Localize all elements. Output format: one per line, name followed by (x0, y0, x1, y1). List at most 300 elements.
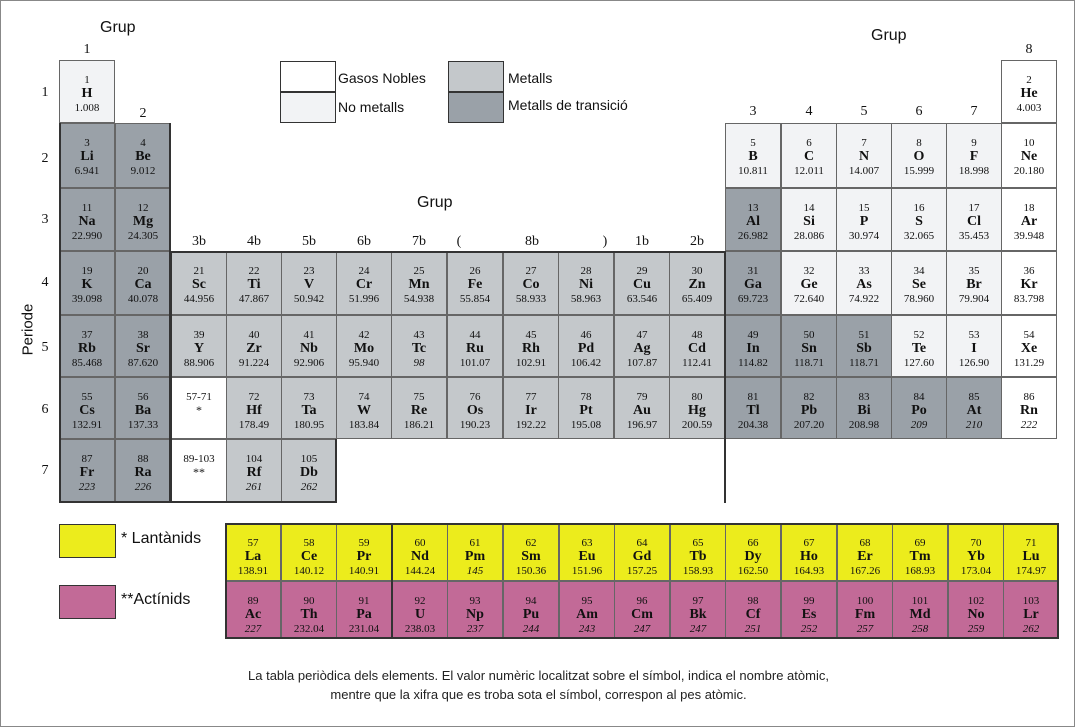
atomic-number: 53 (968, 329, 980, 341)
atomic-number: 7 (861, 137, 867, 149)
actinids-label: **Actínids (121, 591, 191, 608)
element-symbol: Rh (522, 341, 540, 356)
atomic-weight: 222 (1020, 419, 1038, 431)
element-symbol: Ti (247, 277, 261, 292)
element-symbol: Ar (1020, 214, 1038, 229)
group-number-3b: 3b (192, 234, 206, 249)
periode-axis-label: Periode (19, 303, 37, 356)
atomic-weight: 200.59 (681, 419, 713, 431)
atomic-weight: 252 (800, 623, 818, 635)
atomic-weight: 237 (466, 623, 484, 635)
element-cell-Te (891, 315, 947, 377)
atomic-number: 93 (469, 595, 481, 607)
element-symbol: No (967, 607, 985, 622)
element-cell-Ge (781, 251, 837, 315)
group-number-6: 6 (915, 104, 923, 119)
atomic-number: 6 (806, 137, 812, 149)
atomic-number: 47 (636, 329, 648, 341)
element-symbol: Ir (525, 403, 537, 418)
atomic-weight: 196.97 (626, 419, 658, 431)
legend-label-metalls: Metalls (508, 70, 553, 86)
atomic-number: 5 (750, 137, 756, 149)
atomic-number: 46 (580, 329, 592, 341)
element-symbol: Md (909, 607, 931, 622)
atomic-weight: 232.04 (293, 623, 325, 635)
atomic-weight: 132.91 (71, 419, 103, 431)
element-symbol: Pa (356, 607, 372, 622)
element-symbol: F (969, 149, 979, 164)
legend-swatch-no-metalls (280, 92, 336, 123)
atomic-number: 103 (1022, 595, 1040, 607)
element-symbol: Rf (246, 465, 262, 480)
element-symbol: La (244, 549, 262, 564)
caption-line-2: mentre que la xifra que es troba sota el símbol, correspon al pes atòmic. (330, 687, 747, 702)
atomic-number: 43 (413, 329, 425, 341)
atomic-number: 18 (1023, 202, 1035, 214)
atomic-number: 89-103 (183, 453, 215, 465)
atomic-number: 13 (747, 202, 759, 214)
atomic-weight: 50.942 (293, 293, 325, 305)
group-number-2: 2 (139, 106, 147, 121)
group-number-4b: 4b (247, 234, 261, 249)
atomic-weight: 58.933 (515, 293, 547, 305)
element-cell-B (725, 123, 781, 188)
element-cell-F (946, 123, 1002, 188)
atomic-weight: 257 (856, 623, 874, 635)
atomic-number: 105 (300, 453, 318, 465)
atomic-weight: 91.224 (238, 357, 270, 369)
atomic-weight: 226 (134, 481, 152, 493)
atomic-number: 80 (691, 391, 703, 403)
element-symbol: Th (300, 607, 318, 622)
atomic-weight: 83.798 (1013, 293, 1045, 305)
atomic-number: 63 (581, 537, 593, 549)
atomic-weight: 10.811 (738, 165, 768, 177)
atomic-number: 62 (525, 537, 537, 549)
group-8b-open-paren: ( (456, 234, 462, 249)
element-cell-Al (725, 188, 781, 251)
element-cell-Bi (836, 377, 892, 439)
element-cell-In (725, 315, 781, 377)
element-symbol: Lr (1023, 607, 1039, 622)
atomic-weight: 145 (466, 565, 484, 577)
element-symbol: Tb (689, 549, 707, 564)
element-symbol: Po (911, 403, 927, 418)
atomic-number: 4 (140, 137, 146, 149)
caption-line-1: La tabla periòdica dels elements. El valor numèric localitzat sobre el símbol, indica el nombre atòmic, (248, 668, 829, 683)
element-symbol: Np (466, 607, 484, 622)
atomic-number: 52 (913, 329, 925, 341)
element-symbol: Gd (632, 549, 652, 564)
atomic-number: 85 (968, 391, 980, 403)
atomic-weight: 262 (300, 481, 318, 493)
atomic-weight: 164.93 (793, 565, 825, 577)
atomic-number: 25 (413, 265, 425, 277)
atomic-number: 56 (137, 391, 149, 403)
atomic-number: 39 (193, 329, 205, 341)
atomic-number: 45 (525, 329, 537, 341)
element-symbol: Pb (800, 403, 818, 418)
atomic-weight: 39.098 (71, 293, 103, 305)
element-cell-Ga (725, 251, 781, 315)
element-symbol: Fm (854, 607, 876, 622)
atomic-number: 57 (247, 537, 259, 549)
atomic-weight: 118.71 (794, 357, 824, 369)
period-number-7: 7 (41, 463, 49, 478)
atomic-number: 83 (858, 391, 870, 403)
element-symbol: Cf (745, 607, 761, 622)
group-number-7: 7 (970, 104, 978, 119)
atomic-number: 44 (469, 329, 481, 341)
element-cell-Se (891, 251, 947, 315)
element-symbol: Sn (801, 341, 817, 356)
element-symbol: Ne (1020, 149, 1038, 164)
period-number-5: 5 (41, 340, 49, 355)
atomic-number: 84 (913, 391, 925, 403)
atomic-weight: 58.963 (570, 293, 602, 305)
period-number-6: 6 (41, 402, 49, 417)
atomic-weight: 78.960 (903, 293, 935, 305)
element-symbol: Ru (466, 341, 484, 356)
atomic-weight: 51.996 (348, 293, 380, 305)
element-symbol: At (966, 403, 982, 418)
element-cell-Sb (836, 315, 892, 377)
atomic-weight: 247 (689, 623, 707, 635)
element-symbol: Tc (411, 341, 427, 356)
atomic-weight: 243 (578, 623, 596, 635)
atomic-number: 17 (968, 202, 980, 214)
atomic-number: 11 (81, 202, 93, 214)
atomic-number: 28 (580, 265, 592, 277)
atomic-number: 74 (358, 391, 370, 403)
element-symbol: Pm (464, 549, 486, 564)
element-symbol: B (748, 149, 758, 164)
atomic-weight: 72.640 (793, 293, 825, 305)
element-symbol: He (1020, 86, 1038, 101)
atomic-number: 8 (916, 137, 922, 149)
element-symbol: C (803, 149, 815, 164)
atomic-weight: 209 (910, 419, 928, 431)
legend-swatch-gasos-nobles (280, 61, 336, 92)
atomic-number: 104 (245, 453, 263, 465)
element-symbol: ** (193, 465, 205, 479)
atomic-weight: 101.07 (459, 357, 491, 369)
element-symbol: Pt (579, 403, 593, 418)
atomic-weight: 79.904 (958, 293, 990, 305)
legend-label-no-metalls: No metalls (338, 99, 405, 115)
element-symbol: Dy (744, 549, 762, 564)
element-cell-C (781, 123, 837, 188)
element-symbol: Ag (633, 341, 651, 356)
element-symbol: Ta (301, 403, 317, 418)
group-number-5: 5 (860, 104, 868, 119)
element-symbol: K (81, 277, 93, 292)
element-symbol: I (971, 341, 977, 356)
element-symbol: Ca (134, 277, 152, 292)
group-number-1: 1 (83, 42, 91, 57)
element-symbol: Be (135, 149, 151, 164)
group-number-3: 3 (749, 104, 757, 119)
element-symbol: Li (80, 149, 94, 164)
atomic-number: 34 (913, 265, 925, 277)
atomic-number: 59 (358, 537, 370, 549)
element-symbol: Cd (688, 341, 706, 356)
element-symbol: Ni (579, 277, 593, 292)
group-number-4: 4 (805, 104, 813, 119)
element-symbol: Er (857, 549, 873, 564)
atomic-number: 81 (747, 391, 759, 403)
element-symbol: As (856, 277, 872, 292)
element-cell-O (891, 123, 947, 188)
element-cell-P (836, 188, 892, 251)
group-number-8: 8 (1025, 42, 1033, 57)
atomic-weight: 22.990 (71, 230, 103, 242)
atomic-number: 41 (303, 329, 315, 341)
atomic-number: 66 (747, 537, 759, 549)
element-symbol: Sc (192, 277, 206, 292)
atomic-weight: 35.453 (958, 230, 990, 242)
grup-label-left: Grup (100, 19, 136, 36)
element-cell-At (946, 377, 1002, 439)
element-symbol: Mo (353, 341, 375, 356)
atomic-weight: 259 (967, 623, 985, 635)
atomic-number: 16 (913, 202, 925, 214)
element-symbol: Re (410, 403, 428, 418)
element-symbol: Ho (800, 549, 818, 564)
element-symbol: Fe (467, 277, 483, 292)
group-number-5b: 5b (302, 234, 316, 249)
f-block-divider (391, 523, 393, 639)
atomic-number: 99 (803, 595, 815, 607)
atomic-number: 60 (414, 537, 426, 549)
period-number-2: 2 (41, 151, 49, 166)
atomic-number: 26 (469, 265, 481, 277)
atomic-number: 32 (803, 265, 815, 277)
atomic-weight: 95.940 (348, 357, 380, 369)
element-symbol: H (81, 86, 93, 101)
atomic-number: 48 (691, 329, 703, 341)
element-symbol: Zn (688, 277, 706, 292)
atomic-weight: 186.21 (403, 419, 435, 431)
atomic-number: 75 (413, 391, 425, 403)
element-symbol: Ge (800, 277, 818, 292)
element-symbol: Br (966, 277, 982, 292)
element-symbol: Yb (967, 549, 985, 564)
atomic-weight: 174.97 (1015, 565, 1047, 577)
atomic-weight: 140.12 (293, 565, 325, 577)
element-symbol: Xe (1020, 341, 1038, 356)
atomic-weight: 210 (965, 419, 983, 431)
element-symbol: Na (78, 214, 96, 229)
atomic-number: 35 (968, 265, 980, 277)
element-symbol: Lu (1022, 549, 1040, 564)
atomic-number: 55 (81, 391, 93, 403)
element-symbol: Fr (79, 465, 95, 480)
atomic-number: 24 (358, 265, 370, 277)
element-symbol: U (414, 607, 426, 622)
atomic-number: 78 (580, 391, 592, 403)
element-symbol: Tl (746, 403, 760, 418)
atomic-weight: 74.922 (848, 293, 880, 305)
atomic-weight: 87.620 (127, 357, 159, 369)
element-symbol: Te (911, 341, 927, 356)
element-symbol: Ba (134, 403, 152, 418)
atomic-number: 102 (967, 595, 985, 607)
element-symbol: P (859, 214, 869, 229)
atomic-number: 14 (803, 202, 815, 214)
legend-label-gasos-nobles: Gasos Nobles (338, 70, 426, 86)
atomic-number: 92 (414, 595, 426, 607)
atomic-weight: 140.91 (348, 565, 380, 577)
period-number-4: 4 (41, 275, 49, 290)
group-number-1b: 1b (635, 234, 649, 249)
atomic-weight: 92.906 (293, 357, 325, 369)
element-symbol: * (196, 403, 202, 417)
atomic-weight: 223 (78, 481, 96, 493)
legend-swatch-metalls-transicio (448, 92, 504, 123)
atomic-weight: 15.999 (903, 165, 935, 177)
element-symbol: Es (801, 607, 817, 622)
atomic-weight: 118.71 (849, 357, 879, 369)
element-symbol: W (357, 403, 371, 418)
atomic-number: 69 (914, 537, 926, 549)
element-symbol: O (913, 149, 925, 164)
f-block-outline (225, 523, 1059, 639)
grup-label-middle: Grup (417, 194, 453, 211)
atomic-number: 88 (137, 453, 149, 465)
atomic-weight: 157.25 (626, 565, 658, 577)
element-cell-Si (781, 188, 837, 251)
atomic-weight: 20.180 (1013, 165, 1045, 177)
element-symbol: Si (803, 214, 815, 229)
atomic-number: 31 (747, 265, 759, 277)
atomic-weight: 158.93 (682, 565, 714, 577)
atomic-number: 89 (247, 595, 259, 607)
atomic-number: 90 (303, 595, 315, 607)
element-symbol: Se (912, 277, 926, 292)
atomic-weight: 195.08 (570, 419, 602, 431)
atomic-weight: 180.95 (293, 419, 325, 431)
atomic-number: 95 (581, 595, 593, 607)
element-cell-H (59, 60, 115, 123)
element-cell-As (836, 251, 892, 315)
atomic-weight: 151.96 (571, 565, 603, 577)
atomic-number: 37 (81, 329, 93, 341)
atomic-number: 77 (525, 391, 537, 403)
atomic-weight: 208.98 (848, 419, 880, 431)
group-number-2b: 2b (690, 234, 704, 249)
element-symbol: Ga (744, 277, 762, 292)
element-symbol: V (303, 277, 315, 292)
atomic-number: 86 (1023, 391, 1035, 403)
element-cell-Rn (1001, 377, 1057, 439)
atomic-weight: 26.982 (737, 230, 769, 242)
element-symbol: Db (300, 465, 318, 480)
atomic-weight: 262 (1022, 623, 1040, 635)
element-symbol: Ac (244, 607, 262, 622)
element-cell-I (946, 315, 1002, 377)
atomic-number: 1 (84, 74, 90, 86)
atomic-weight: 39.948 (1013, 230, 1045, 242)
actinids-swatch (59, 585, 116, 619)
element-symbol: Rb (78, 341, 96, 356)
atomic-number: 68 (859, 537, 871, 549)
atomic-weight: 144.24 (404, 565, 436, 577)
element-cell-Pb (781, 377, 837, 439)
atomic-weight: 126.90 (958, 357, 990, 369)
atomic-number: 73 (303, 391, 315, 403)
atomic-number: 15 (858, 202, 870, 214)
atomic-weight: 261 (245, 481, 263, 493)
atomic-number: 100 (856, 595, 874, 607)
atomic-weight: 207.20 (793, 419, 825, 431)
element-symbol: Hg (688, 403, 706, 418)
atomic-number: 3 (84, 137, 90, 149)
atomic-weight: 63.546 (626, 293, 658, 305)
element-symbol: Rn (1020, 403, 1038, 418)
atomic-weight: 40.078 (127, 293, 159, 305)
element-symbol: Bi (857, 403, 871, 418)
atomic-number: 87 (81, 453, 93, 465)
atomic-weight: 85.468 (71, 357, 103, 369)
group-number-8b: 8b (525, 234, 539, 249)
atomic-number: 10 (1023, 137, 1035, 149)
atomic-weight: 24.305 (127, 230, 159, 242)
legend-label-metalls-transicio: Metalls de transició (508, 97, 628, 113)
atomic-number: 20 (137, 265, 149, 277)
element-symbol: Cm (631, 607, 653, 622)
atomic-weight: 1.008 (74, 102, 100, 114)
atomic-number: 70 (970, 537, 982, 549)
atomic-weight: 88.906 (183, 357, 215, 369)
atomic-number: 76 (469, 391, 481, 403)
element-symbol: Ce (300, 549, 318, 564)
atomic-number: 12 (137, 202, 149, 214)
atomic-weight: 112.41 (682, 357, 712, 369)
element-cell-Po (891, 377, 947, 439)
element-cell-He (1001, 60, 1057, 123)
atomic-number: 65 (692, 537, 704, 549)
atomic-weight: 131.29 (1013, 357, 1045, 369)
element-symbol: Al (746, 214, 760, 229)
atomic-weight: 244 (522, 623, 540, 635)
atomic-number: 42 (358, 329, 370, 341)
atomic-number: 82 (803, 391, 815, 403)
element-symbol: Hf (246, 403, 262, 418)
element-symbol: Bk (689, 607, 707, 622)
atomic-weight: 54.938 (403, 293, 435, 305)
element-symbol: Mn (408, 277, 430, 292)
atomic-number: 29 (636, 265, 648, 277)
element-symbol: Y (193, 341, 205, 356)
atomic-weight: 32.065 (903, 230, 935, 242)
atomic-weight: 28.086 (793, 230, 825, 242)
atomic-number: 64 (636, 537, 648, 549)
atomic-number: 91 (358, 595, 370, 607)
atomic-weight: 183.84 (348, 419, 380, 431)
atomic-weight: 238.03 (404, 623, 436, 635)
atomic-number: 23 (303, 265, 315, 277)
atomic-number: 94 (525, 595, 537, 607)
atomic-number: 22 (248, 265, 260, 277)
element-symbol: Nb (300, 341, 318, 356)
atomic-number: 54 (1023, 329, 1035, 341)
element-symbol: Sr (136, 341, 150, 356)
atomic-weight: 106.42 (570, 357, 602, 369)
element-cell-N (836, 123, 892, 188)
atomic-number: 96 (636, 595, 648, 607)
element-cell-S (891, 188, 947, 251)
